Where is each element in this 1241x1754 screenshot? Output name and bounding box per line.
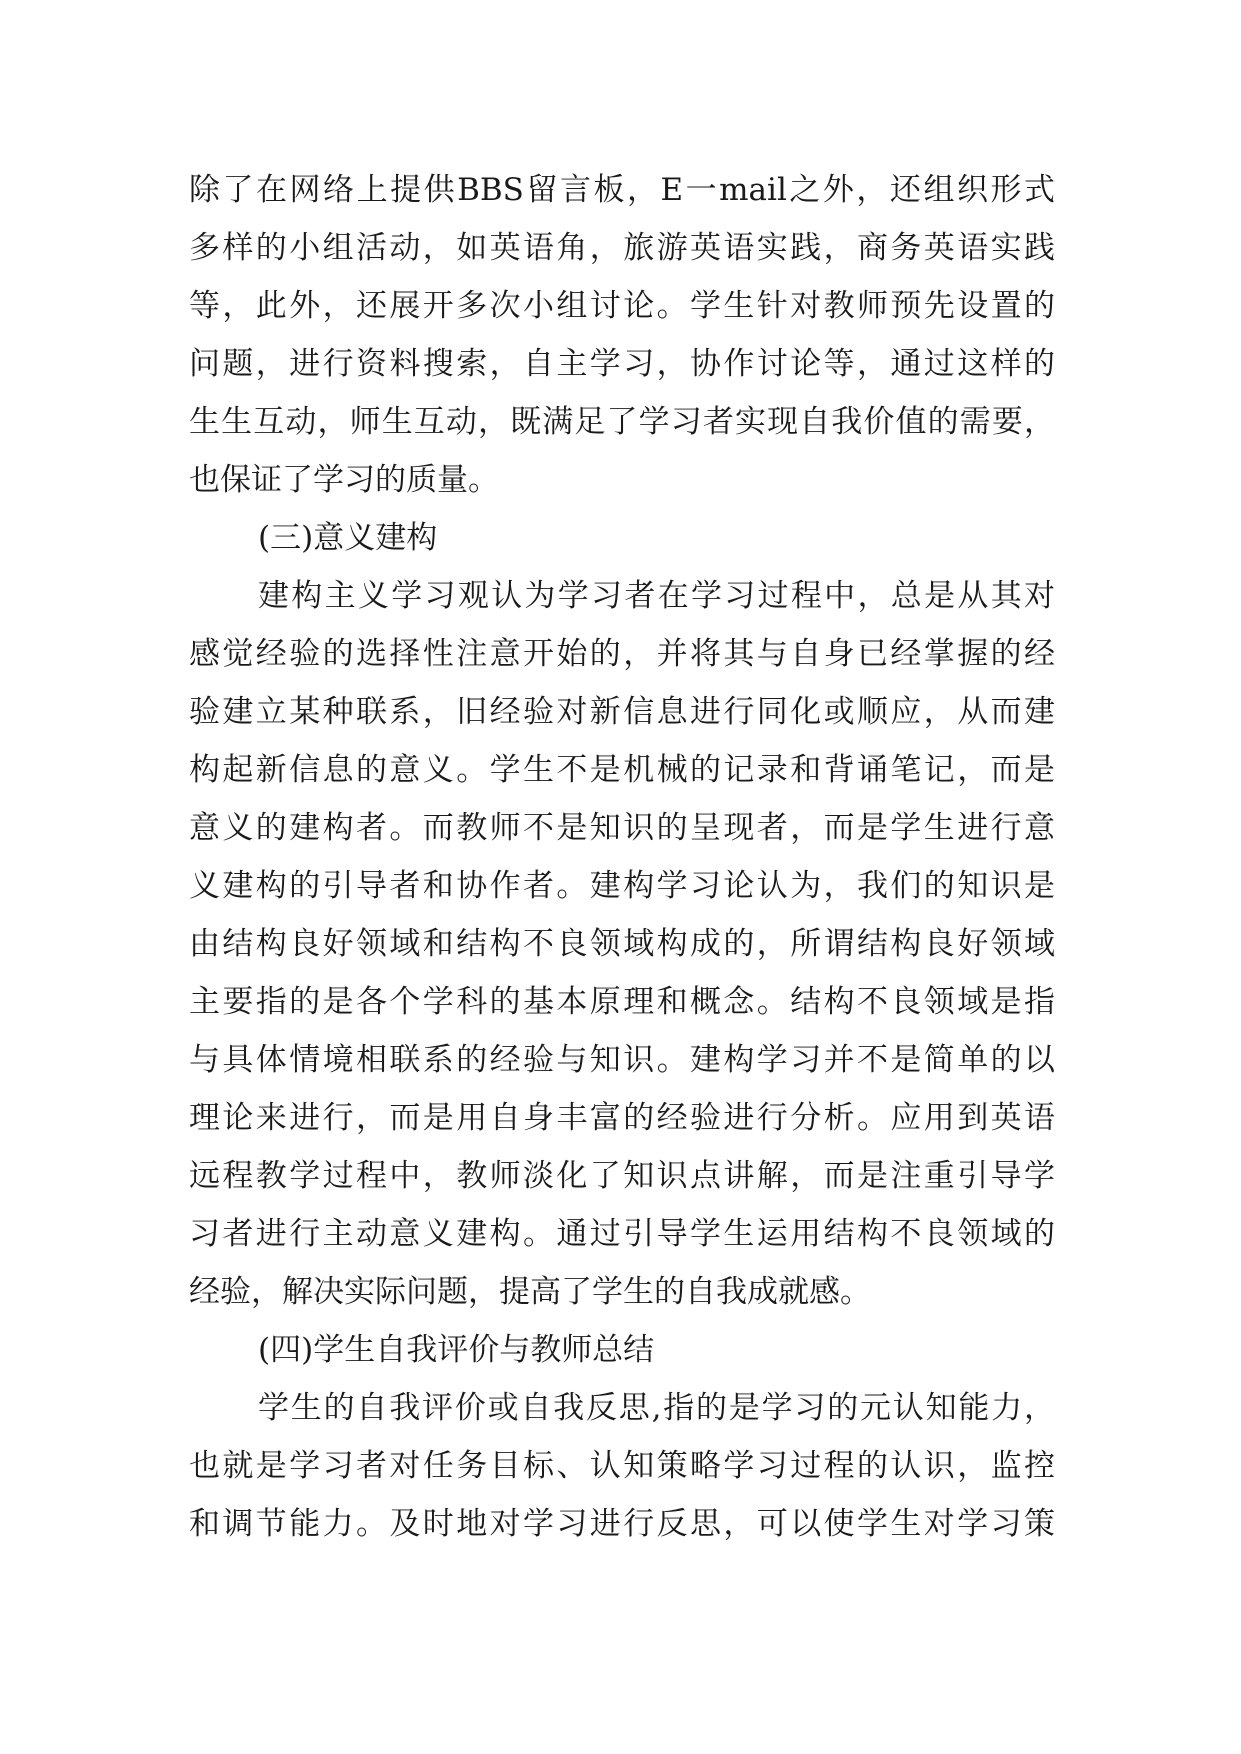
body-text-line: 建构主义学习观认为学习者在学习过程中，总是从其对 bbox=[258, 578, 1055, 614]
body-text-line: 学生的自我评价或自我反思,指的是学习的元认知能力， bbox=[258, 1390, 1055, 1426]
section-heading: (三)意义建构 bbox=[258, 520, 438, 556]
body-text-line: 和调节能力。及时地对学习进行反思，可以使学生对学习策 bbox=[189, 1506, 1055, 1542]
body-text-line: 多样的小组活动，如英语角，旅游英语实践，商务英语实践 bbox=[189, 230, 1055, 266]
body-text-line: 由结构良好领域和结构不良领域构成的，所谓结构良好领域 bbox=[189, 926, 1055, 962]
body-text-line: 构起新信息的意义。学生不是机械的记录和背诵笔记，而是 bbox=[189, 752, 1055, 788]
body-text-line: 与具体情境相联系的经验与知识。建构学习并不是简单的以 bbox=[189, 1042, 1055, 1078]
body-text-line: 理论来进行，而是用自身丰富的经验进行分析。应用到英语 bbox=[189, 1100, 1055, 1136]
body-text-line: 意义的建构者。而教师不是知识的呈现者，而是学生进行意 bbox=[189, 810, 1055, 846]
body-text-line: 验建立某种联系，旧经验对新信息进行同化或顺应，从而建 bbox=[189, 694, 1055, 730]
body-text-line: 经验，解决实际问题，提高了学生的自我成就感。 bbox=[189, 1274, 871, 1310]
body-text-line: 问题，进行资料搜索，自主学习，协作讨论等，通过这样的 bbox=[189, 346, 1055, 382]
body-text-line: 远程教学过程中，教师淡化了知识点讲解，而是注重引导学 bbox=[189, 1158, 1055, 1194]
section-heading: (四)学生自我评价与教师总结 bbox=[258, 1332, 655, 1368]
body-text-line: 生生互动，师生互动，既满足了学习者实现自我价值的需要， bbox=[189, 404, 1055, 440]
body-text-line: 义建构的引导者和协作者。建构学习论认为，我们的知识是 bbox=[189, 868, 1055, 904]
body-text-line: 感觉经验的选择性注意开始的，并将其与自身已经掌握的经 bbox=[189, 636, 1055, 672]
body-text-line: 习者进行主动意义建构。通过引导学生运用结构不良领域的 bbox=[189, 1216, 1055, 1252]
body-text-line: 也就是学习者对任务目标、认知策略学习过程的认识，监控 bbox=[189, 1448, 1055, 1484]
body-text-line: 等，此外，还展开多次小组讨论。学生针对教师预先设置的 bbox=[189, 288, 1055, 324]
body-text-line: 主要指的是各个学科的基本原理和概念。结构不良领域是指 bbox=[189, 984, 1055, 1020]
body-text-line: 也保证了学习的质量。 bbox=[189, 462, 499, 498]
body-text-line: 除了在网络上提供BBS留言板，E一mail之外，还组织形式 bbox=[189, 172, 1055, 208]
